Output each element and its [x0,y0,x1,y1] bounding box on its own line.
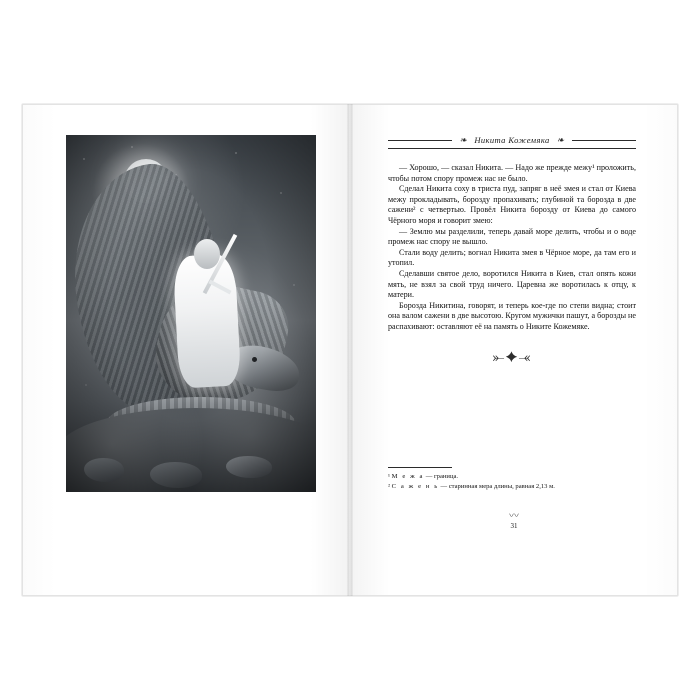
footnote-separator-rule [388,467,452,468]
paragraph: Стали воду делить; вогнал Никита змея в Чёрное море, да там его и утопил. [388,247,636,268]
body-text [388,163,636,333]
book-spread [22,104,678,596]
footnote-marker: ¹ [388,473,390,480]
page-number: 31 [510,522,518,530]
footnotes-block [388,467,636,494]
leaf-ornament-icon: ❧ [556,134,565,145]
footnote-term: С а ж е н ь [391,483,439,491]
footnote-item [388,473,636,481]
footnote-text: — граница. [425,473,459,480]
book-page-left [22,104,350,596]
footnote-item [388,483,636,491]
paragraph: Борозда Никитина, говорят, и теперь кое-где по степи видна; стоит она валом сажени в две высотою. Кругом мужички пашут, а борозды не распахивают: оставляют её на память о Никите Кожемяке. [388,300,636,331]
paragraph: — Хорошо, — сказал Никита. — Надо же прежде межу¹ проложить, чтобы потом спору промеж нас не было. [388,163,636,183]
running-head-rule-right [572,140,636,141]
page-folio [350,513,678,530]
leaf-ornament-icon: ❧ [459,134,468,145]
footnote-text: — старинная мера длины, равная 2,13 м. [440,483,555,491]
illustration-frame [66,135,316,492]
illustration-vignette [66,135,316,492]
paragraph: Сделавши святое дело, воротился Никита в Киев, стал опять кожи мять, не взял за свой труд ничего. Царевна же воротилась к отцу, к матери. [388,268,636,300]
running-head-underline [388,148,636,149]
paragraph: Сделал Никита соху в триста пуд, запряг в неё змея и стал от Киева межу прокладывать, борозду пропахивать; глубиной та борозда в две сажени² с четвертью. Провёл Никита борозду от Киева до самого Чёрного моря и говорит змею: [388,184,636,225]
book-page-right [350,104,678,596]
running-head-title: Никита Кожемяка [474,135,550,145]
section-divider-ornament-icon: ⤜✦⤛ [492,349,532,366]
running-head [388,135,636,145]
paragraph: — Землю мы разделили, теперь давай море делить, чтобы и о воде промеж нас спору не вышло. [388,226,636,247]
folio-ornament-icon: 〰 [509,511,519,522]
book-gutter-shadow [348,104,353,596]
running-head-rule-left [388,140,452,141]
footnote-marker: ² [388,483,390,491]
illustration-image [66,135,316,492]
page-text-column [388,135,636,369]
footnote-term: М е ж а [391,473,425,480]
